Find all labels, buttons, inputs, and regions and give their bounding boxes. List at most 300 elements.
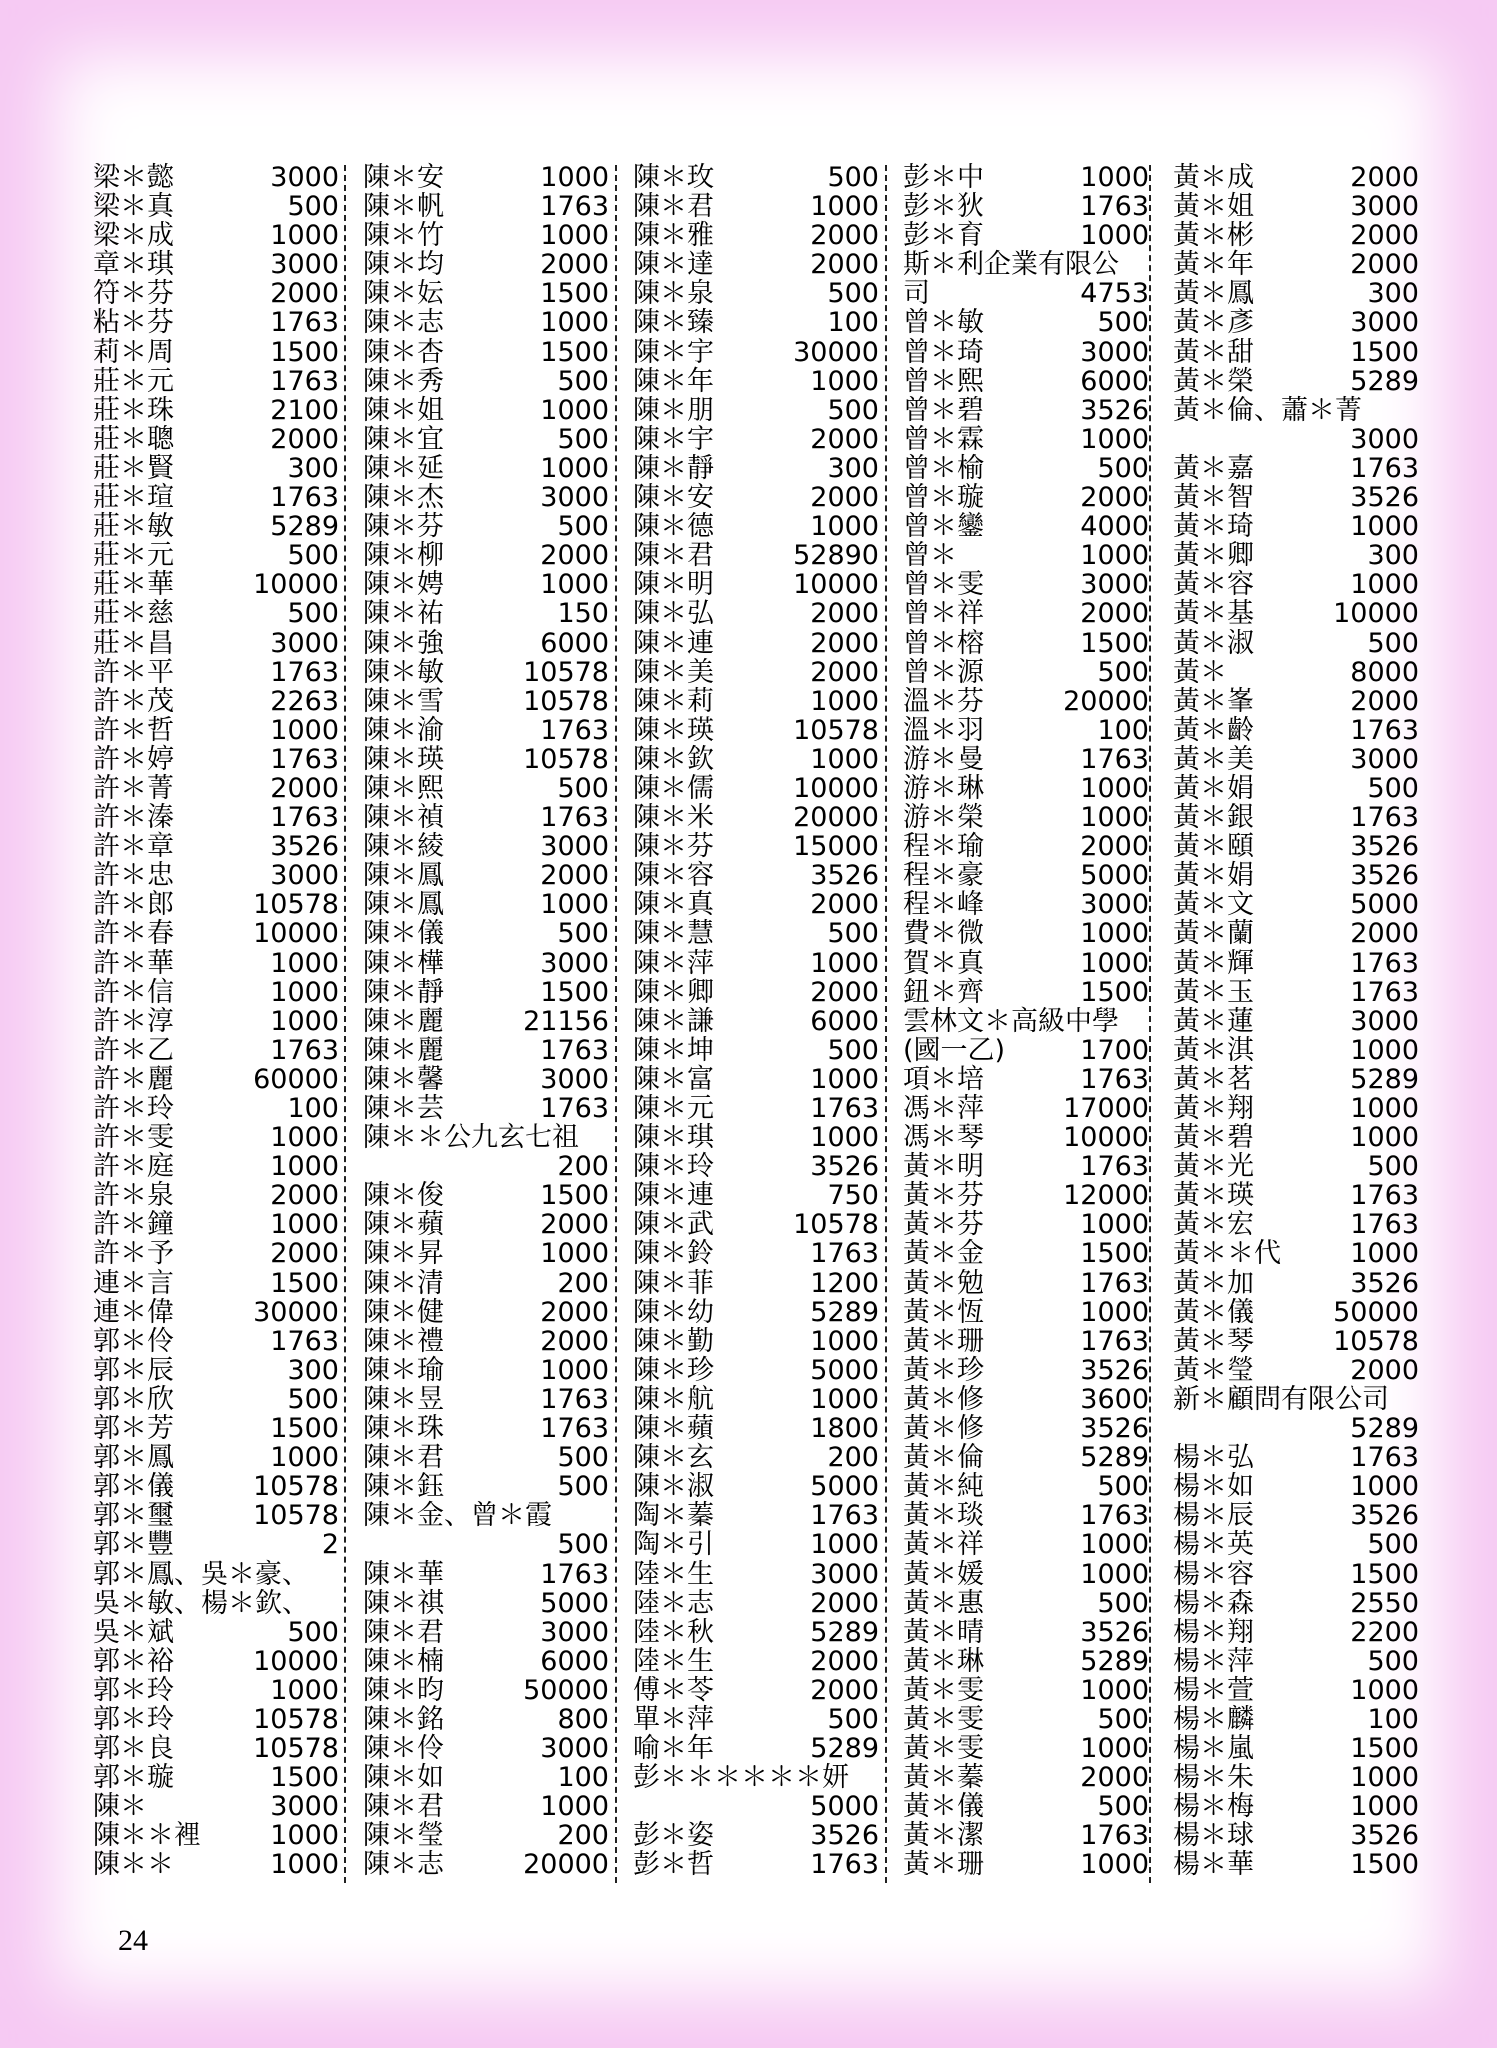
donation-amount: 1000 [270, 1005, 339, 1037]
donor-row [93, 1298, 339, 1327]
donor-name: 陳＊祐 [363, 598, 444, 630]
donation-amount: 1000 [1080, 918, 1149, 950]
donor-row [1173, 221, 1419, 250]
donor-name: 黃＊潔 [903, 1820, 984, 1852]
donor-row [633, 250, 879, 279]
donor-name: 黃＊ [1173, 656, 1227, 688]
donation-amount: 1000 [270, 947, 339, 979]
donor-row [1173, 745, 1419, 774]
donation-amount: 10000 [1063, 1122, 1149, 1154]
donor-row [633, 745, 879, 774]
donation-amount: 1500 [270, 1762, 339, 1794]
donor-row [1173, 1094, 1419, 1123]
donor-name: 黃＊琴 [1173, 1325, 1254, 1357]
donor-row [93, 599, 339, 628]
donation-amount: 30000 [793, 336, 879, 368]
donor-name: 莊＊聰 [93, 423, 174, 455]
donor-name: 陳＊靜 [633, 452, 714, 484]
donor-row [363, 1327, 609, 1356]
donor-row [903, 774, 1149, 803]
donor-name: 陳＊連 [633, 1180, 714, 1212]
donor-row [633, 1298, 879, 1327]
donor-name: 郭＊辰 [93, 1354, 174, 1386]
donor-name: 陳＊靜 [363, 976, 444, 1008]
donor-row [903, 861, 1149, 890]
donor-row [363, 338, 609, 367]
donor-row [903, 163, 1149, 192]
donor-row [633, 716, 879, 745]
donor-name: 陶＊蓁 [633, 1500, 714, 1532]
donation-amount: 2000 [810, 656, 879, 688]
donor-name: 楊＊萱 [1173, 1674, 1254, 1706]
donor-name: 黃＊儀 [1173, 1296, 1254, 1328]
donation-amount: 5289 [270, 511, 339, 543]
donor-row [903, 1618, 1149, 1647]
donor-row [1173, 687, 1419, 716]
donation-amount: 2000 [540, 860, 609, 892]
donation-amount: 5289 [1350, 365, 1419, 397]
donation-amount: 500 [557, 918, 609, 950]
donor-name: 陳＊樺 [363, 947, 444, 979]
donor-name: 陳＊泉 [633, 278, 714, 310]
donor-row [903, 1181, 1149, 1210]
donation-amount: 3526 [1080, 1354, 1149, 1386]
donor-row [363, 1443, 609, 1472]
donor-row [1173, 1414, 1419, 1443]
donation-amount: 2000 [810, 889, 879, 921]
donor-name: 曾＊祥 [903, 598, 984, 630]
donor-name: 楊＊朱 [1173, 1762, 1254, 1794]
donor-name: 黃＊彥 [1173, 307, 1254, 339]
donation-amount: 5000 [810, 1471, 879, 1503]
donation-amount: 3000 [540, 831, 609, 863]
donor-row [1173, 1676, 1419, 1705]
donor-row [93, 512, 339, 541]
donor-name: 黃＊碧 [1173, 1122, 1254, 1154]
donor-row [363, 279, 609, 308]
donor-name: 陳＊姐 [363, 394, 444, 426]
donor-column-3 [633, 163, 879, 1880]
donor-name: 許＊鐘 [93, 1209, 174, 1241]
donation-amount: 750 [827, 1180, 879, 1212]
donation-amount: 3000 [1350, 1005, 1419, 1037]
donation-amount: 2000 [1350, 918, 1419, 950]
donor-name: 許＊平 [93, 656, 174, 688]
donor-name: 陳＊容 [633, 860, 714, 892]
donation-amount: 1500 [1080, 627, 1149, 659]
donation-amount: 1763 [1080, 1151, 1149, 1183]
donation-amount: 500 [287, 598, 339, 630]
donor-name: 許＊婷 [93, 743, 174, 775]
donor-row [363, 1414, 609, 1443]
donation-amount: 500 [1367, 1151, 1419, 1183]
donor-row [1173, 1298, 1419, 1327]
donor-name: 馮＊萍 [903, 1093, 984, 1124]
donor-name: 楊＊英 [1173, 1529, 1254, 1561]
donor-row [903, 192, 1149, 221]
donation-amount: 1763 [540, 1093, 609, 1124]
donation-amount: 5289 [1350, 1413, 1419, 1445]
donation-amount: 2000 [270, 1180, 339, 1212]
donor-name: 黃＊勉 [903, 1267, 984, 1299]
donation-amount: 1000 [810, 1383, 879, 1415]
donor-row [903, 1123, 1149, 1152]
donation-amount: 3000 [540, 1063, 609, 1095]
donor-name: 雲林文＊高級中學 [903, 1005, 1119, 1037]
donor-row [633, 687, 879, 716]
donation-amount: 4000 [1080, 511, 1149, 543]
donation-amount: 1000 [810, 1325, 879, 1357]
donor-row [633, 1065, 879, 1094]
donor-name: 司 [903, 278, 930, 310]
donor-name: 莊＊華 [93, 569, 174, 601]
donor-name: 黃＊珊 [903, 1325, 984, 1357]
donation-amount: 8000 [1350, 656, 1419, 688]
donor-row [363, 774, 609, 803]
donor-name: 黃＊光 [1173, 1151, 1254, 1183]
donor-name: 黃＊琳 [903, 1645, 984, 1677]
donor-name: 陳＊柳 [363, 540, 444, 572]
donor-row [633, 1821, 879, 1850]
donor-name: 梁＊懿 [93, 162, 174, 193]
donor-name: 黃＊年 [1173, 249, 1254, 281]
donor-row [363, 832, 609, 861]
donor-row [93, 163, 339, 192]
donation-amount: 3000 [270, 249, 339, 281]
donor-name: 許＊茂 [93, 685, 174, 717]
donation-amount: 1000 [810, 511, 879, 543]
donor-row [633, 1501, 879, 1530]
donation-amount: 52890 [793, 540, 879, 572]
donation-amount: 500 [1097, 656, 1149, 688]
donor-name: 黃＊鳳 [1173, 278, 1254, 310]
donor-name: 黃＊甜 [1173, 336, 1254, 368]
donor-row [1173, 978, 1419, 1007]
donation-amount: 5289 [810, 1616, 879, 1648]
donor-name: 黃＊珍 [903, 1354, 984, 1386]
donor-name: 郭＊芳 [93, 1413, 174, 1445]
donation-amount: 3526 [1350, 860, 1419, 892]
donation-amount: 2000 [810, 1587, 879, 1619]
donor-row [633, 512, 879, 541]
donor-name: 莊＊賢 [93, 452, 174, 484]
donor-name: 陳＊芬 [633, 831, 714, 863]
donation-amount: 10578 [523, 685, 609, 717]
donation-amount: 1000 [1350, 1762, 1419, 1794]
donation-amount: 4753 [1080, 278, 1149, 310]
donor-row [93, 541, 339, 570]
donor-name: 陳＊昀 [363, 1674, 444, 1706]
donor-name: 黃＊琰 [903, 1500, 984, 1532]
donor-row [903, 1094, 1149, 1123]
donor-name: (國一乙) [903, 1034, 1006, 1066]
donor-row [1173, 1472, 1419, 1501]
donor-row [633, 1647, 879, 1676]
donor-row [1173, 192, 1419, 221]
donor-name: 陳＊杏 [363, 336, 444, 368]
donor-name: 陳＊鳳 [363, 860, 444, 892]
donation-amount: 1000 [1080, 1674, 1149, 1706]
donation-amount: 10578 [523, 743, 609, 775]
donor-name: 陳＊瑛 [633, 714, 714, 746]
donation-amount: 500 [557, 511, 609, 543]
donor-row [363, 1792, 609, 1821]
donor-row [633, 1123, 879, 1152]
donor-row [93, 1850, 339, 1879]
donation-amount: 5289 [1080, 1442, 1149, 1474]
donation-amount: 10578 [253, 1471, 339, 1503]
donor-row [93, 1065, 339, 1094]
donation-amount: 500 [827, 918, 879, 950]
donor-row [1173, 1210, 1419, 1239]
donation-amount: 1763 [270, 656, 339, 688]
donor-name: 曾＊碧 [903, 394, 984, 426]
donor-name: 陳＊均 [363, 249, 444, 281]
donor-row [633, 454, 879, 483]
donation-amount: 1500 [270, 336, 339, 368]
donor-row [903, 1792, 1149, 1821]
donor-row [903, 279, 1149, 308]
donor-row [633, 1676, 879, 1705]
donation-amount: 6000 [1080, 365, 1149, 397]
donor-row [903, 308, 1149, 337]
donor-row [1173, 541, 1419, 570]
donor-name: 曾＊鑾 [903, 511, 984, 543]
donor-name: 陳＊伶 [363, 1733, 444, 1765]
donation-amount: 1763 [540, 1413, 609, 1445]
donation-amount: 3000 [1350, 191, 1419, 223]
donor-row [903, 1676, 1149, 1705]
donation-amount: 2100 [270, 394, 339, 426]
donor-row [1173, 716, 1419, 745]
donation-amount: 3526 [1350, 1500, 1419, 1532]
donor-row [903, 1007, 1149, 1036]
donation-amount: 1763 [1080, 1063, 1149, 1095]
donor-name: 陳＊君 [633, 191, 714, 223]
donor-row [903, 978, 1149, 1007]
donor-name: 陳＊卿 [633, 976, 714, 1008]
column-divider [885, 165, 887, 1883]
donor-name: 賀＊真 [903, 947, 984, 979]
donation-amount: 5000 [1350, 889, 1419, 921]
donor-row [903, 396, 1149, 425]
donor-row [93, 279, 339, 308]
donor-row [633, 338, 879, 367]
donor-row [93, 1734, 339, 1763]
donor-name: 黃＊倫 [903, 1442, 984, 1474]
donor-name: 陳＊祺 [363, 1587, 444, 1619]
donation-amount: 1000 [540, 1354, 609, 1386]
donor-name: 黃＊修 [903, 1413, 984, 1445]
donor-name: 郭＊良 [93, 1733, 174, 1765]
donor-row [363, 658, 609, 687]
donor-row [1173, 599, 1419, 628]
donor-row [633, 425, 879, 454]
donor-row [93, 483, 339, 512]
donation-amount: 1000 [810, 365, 879, 397]
donation-amount: 500 [557, 423, 609, 455]
donor-name: 陳＊幼 [633, 1296, 714, 1328]
donor-name: 郭＊玲 [93, 1674, 174, 1706]
donation-amount: 300 [827, 452, 879, 484]
donor-row [633, 1443, 879, 1472]
donation-amount: 500 [1097, 452, 1149, 484]
donor-row [633, 1792, 879, 1821]
donor-name: 許＊忠 [93, 860, 174, 892]
donor-row [633, 599, 879, 628]
donation-amount: 200 [827, 1442, 879, 1474]
donation-amount: 6000 [810, 1005, 879, 1037]
donor-row [903, 1560, 1149, 1589]
donor-row [363, 483, 609, 512]
donor-name: 陳＊君 [633, 540, 714, 572]
donor-name: 馮＊琴 [903, 1122, 984, 1154]
donor-row [1173, 1269, 1419, 1298]
donation-amount: 1763 [540, 1034, 609, 1066]
donor-name: 黃＊祥 [903, 1529, 984, 1561]
donation-amount: 1763 [1350, 1180, 1419, 1212]
donor-row [363, 1210, 609, 1239]
donation-amount: 1000 [540, 162, 609, 193]
donor-name: 陳＊金、曾＊霞 [363, 1500, 552, 1532]
donation-amount: 500 [557, 365, 609, 397]
donor-row [363, 1734, 609, 1763]
donation-amount: 1763 [270, 307, 339, 339]
donor-row [633, 949, 879, 978]
donation-amount: 500 [827, 1703, 879, 1735]
donor-row [363, 919, 609, 948]
donor-name: 黃＊金 [903, 1238, 984, 1270]
donation-amount: 1763 [540, 714, 609, 746]
donor-name: 程＊豪 [903, 860, 984, 892]
donation-amount: 2000 [1080, 598, 1149, 630]
donor-name: 陳＊麗 [363, 1034, 444, 1066]
donor-row [93, 1618, 339, 1647]
donation-amount: 1763 [270, 1034, 339, 1066]
donation-amount: 1200 [810, 1267, 879, 1299]
donation-amount: 1763 [540, 1383, 609, 1415]
donation-amount: 1763 [1080, 743, 1149, 775]
donation-amount: 1000 [540, 394, 609, 426]
donor-name: 郭＊璽 [93, 1500, 174, 1532]
donation-amount: 2000 [1080, 1762, 1149, 1794]
donor-row [363, 1298, 609, 1327]
donor-row [903, 250, 1149, 279]
donor-name: 陳＊朋 [633, 394, 714, 426]
donor-name: 陳＊禎 [363, 802, 444, 834]
donor-row [93, 978, 339, 1007]
donation-amount: 3000 [540, 482, 609, 514]
donor-row [1173, 1152, 1419, 1181]
donation-amount: 1763 [1080, 1820, 1149, 1852]
donor-name: 連＊言 [93, 1267, 174, 1299]
donation-amount: 1763 [540, 802, 609, 834]
donor-name: 許＊華 [93, 947, 174, 979]
donor-name: 陳＊玲 [633, 1151, 714, 1183]
donor-row [363, 425, 609, 454]
donation-amount: 1000 [1080, 1209, 1149, 1241]
donor-name: 陳＊芸 [363, 1093, 444, 1124]
donor-name: 斯＊利企業有限公 [903, 249, 1119, 281]
donation-amount: 2000 [270, 423, 339, 455]
donation-amount: 1763 [1080, 1325, 1149, 1357]
donor-name: 彭＊狄 [903, 191, 984, 223]
donor-name: 郭＊裕 [93, 1645, 174, 1677]
donor-name: 郭＊鳳、吳＊豪、 [93, 1558, 309, 1590]
donor-name: 許＊章 [93, 831, 174, 863]
donation-amount: 17000 [1063, 1093, 1149, 1124]
donation-amount: 2 [321, 1529, 339, 1561]
donation-amount: 6000 [540, 627, 609, 659]
donor-row [903, 716, 1149, 745]
donation-amount: 500 [1097, 1587, 1149, 1619]
donor-row [363, 1269, 609, 1298]
donor-row [363, 687, 609, 716]
donor-row [903, 1239, 1149, 1268]
donor-name: 黃＊翔 [1173, 1093, 1254, 1124]
donor-name: 陳＊莉 [633, 685, 714, 717]
donor-row [903, 687, 1149, 716]
donor-name: 楊＊如 [1173, 1471, 1254, 1503]
donor-name: 陳＊竹 [363, 220, 444, 252]
donation-amount: 1500 [540, 976, 609, 1008]
donation-amount: 1000 [810, 947, 879, 979]
donor-name: 陳＊敏 [363, 656, 444, 688]
donor-row [363, 1356, 609, 1385]
donor-row [93, 803, 339, 832]
donor-row [363, 1647, 609, 1676]
donor-row [633, 1269, 879, 1298]
donor-name: 黃＊姐 [1173, 191, 1254, 223]
donor-name: 黃＊玉 [1173, 976, 1254, 1008]
donor-name: 黃＊修 [903, 1383, 984, 1415]
donation-amount: 1000 [270, 1442, 339, 1474]
donor-row [633, 1385, 879, 1414]
donation-amount: 1500 [1080, 976, 1149, 1008]
donor-row [93, 1676, 339, 1705]
donor-row [633, 1618, 879, 1647]
donor-row [903, 1210, 1149, 1239]
donor-name: 曾＊熙 [903, 365, 984, 397]
donor-name: 陳＊君 [363, 1442, 444, 1474]
donor-name: 陳＊強 [363, 627, 444, 659]
donor-name: 梁＊真 [93, 191, 174, 223]
donation-amount: 3000 [1350, 423, 1419, 455]
donation-amount: 10578 [523, 656, 609, 688]
donor-name: 陳＊航 [633, 1383, 714, 1415]
donation-amount: 12000 [1063, 1180, 1149, 1212]
donation-amount: 1000 [540, 889, 609, 921]
donation-amount: 2000 [540, 249, 609, 281]
donation-amount: 1000 [540, 1238, 609, 1270]
donor-row [633, 163, 879, 192]
donor-row [633, 1589, 879, 1618]
donor-name: 許＊麗 [93, 1063, 174, 1095]
donation-amount: 3000 [1080, 569, 1149, 601]
donor-name: 陳＊蘋 [633, 1413, 714, 1445]
donor-row [363, 1763, 609, 1792]
donor-name: 黃＊卿 [1173, 540, 1254, 572]
donor-name: 陶＊引 [633, 1529, 714, 1561]
donor-name: 溫＊芬 [903, 685, 984, 717]
donor-name: 黃＊儀 [903, 1791, 984, 1823]
donor-row [93, 1269, 339, 1298]
donation-amount: 1000 [1350, 569, 1419, 601]
donor-row [93, 1792, 339, 1821]
donor-name: 陳＊謙 [633, 1005, 714, 1037]
donation-amount: 500 [287, 1616, 339, 1648]
donation-amount: 1000 [1080, 1529, 1149, 1561]
